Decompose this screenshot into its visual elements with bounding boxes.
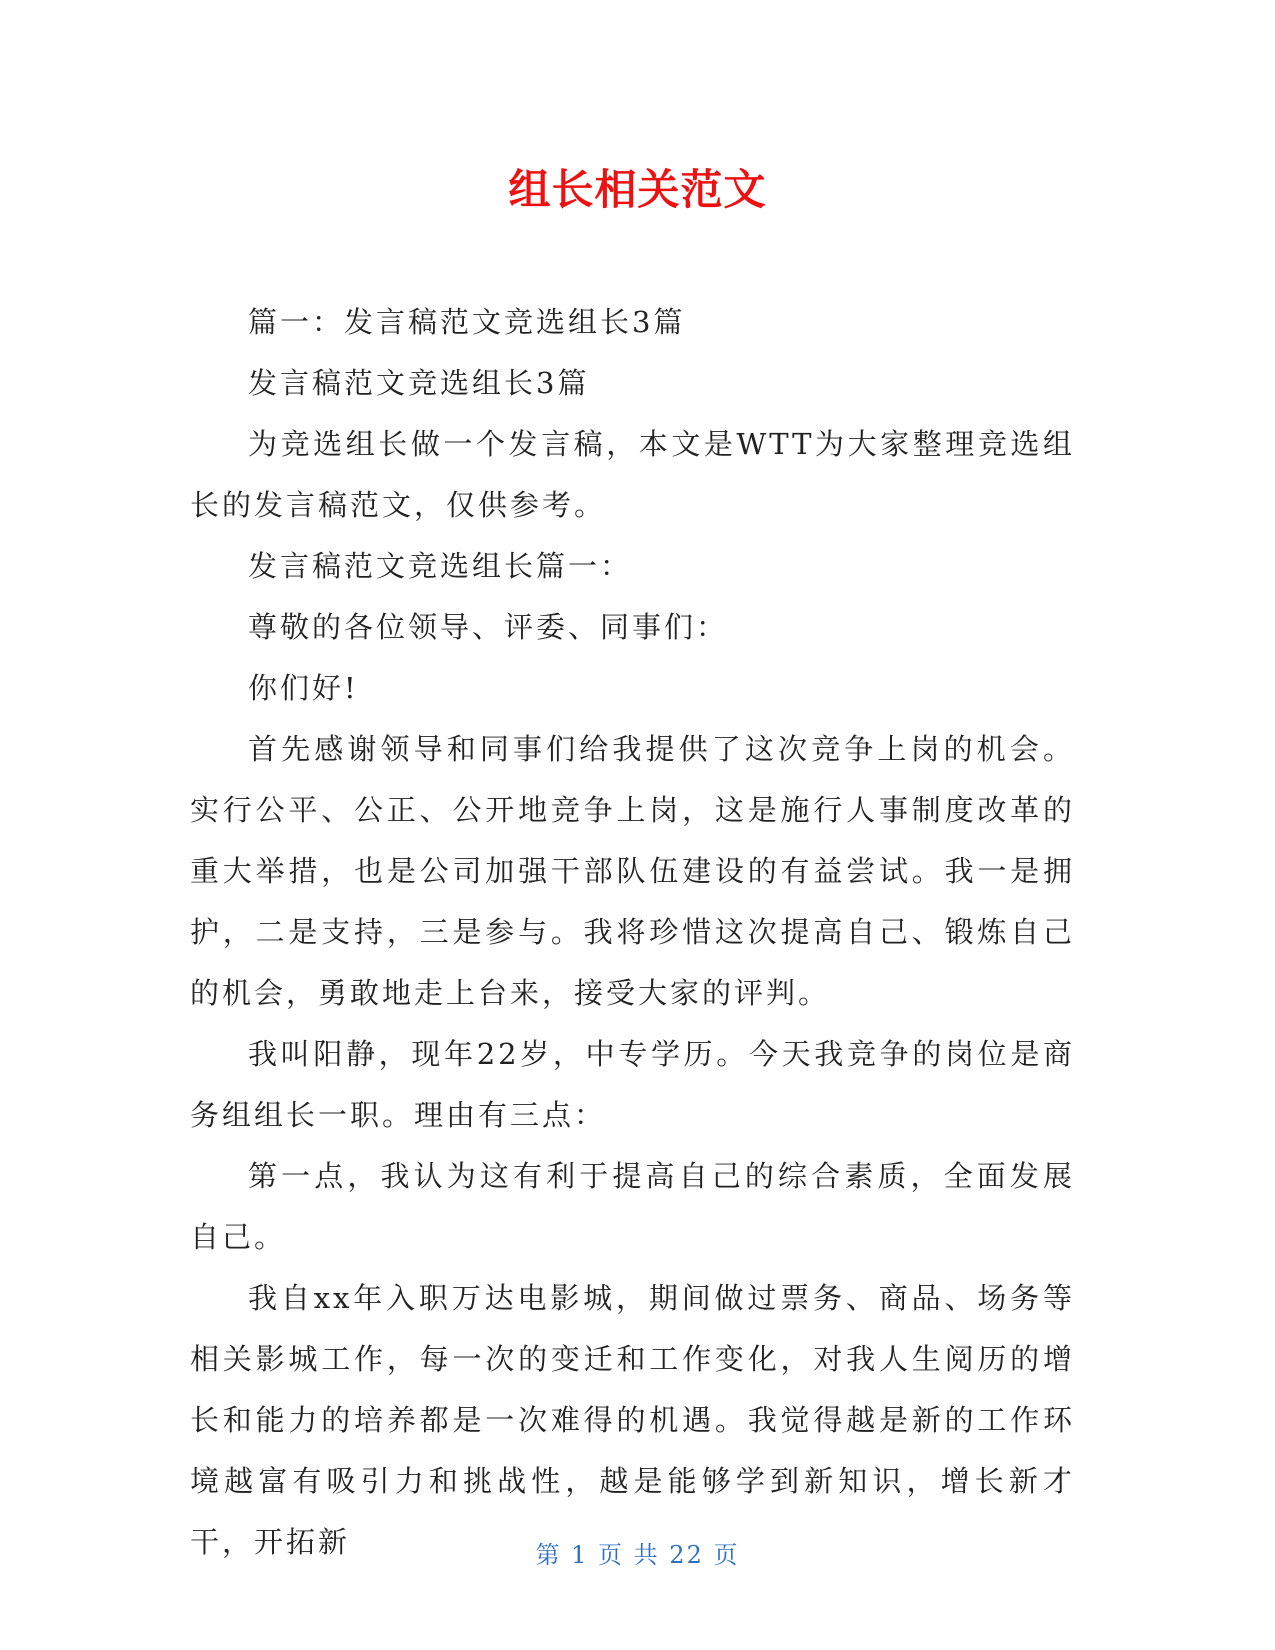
document-title: 组长相关范文 [508,165,767,214]
paragraph: 首先感谢领导和同事们给我提供了这次竞争上岗的机会。实行公平、公正、公开地竞争上岗，这是施行人事制度改革的重大举措，也是公司加强干部队伍建设的有益尝试。我一是拥护，二是支持，三是参与。我将珍惜这次提高自己、锻炼自己的机会，勇敢地走上台来，接受大家的评判。 [190,732,1075,1010]
paragraph: 为竞选组长做一个发言稿，本文是WTT为大家整理竞选组长的发言稿范文，仅供参考。 [190,427,1075,522]
paragraph: 发言稿范文竞选组长篇一： [248,549,633,583]
paragraph: 尊敬的各位领导、评委、同事们： [248,610,729,644]
paragraph: 你们好! [248,671,359,705]
paragraph: 第一点，我认为这有利于提高自己的综合素质，全面发展自己。 [190,1159,1075,1254]
paragraph: 篇一：发言稿范文竞选组长3篇 [248,305,686,339]
paragraph: 我叫阳静，现年22岁，中专学历。今天我竞争的岗位是商务组组长一职。理由有三点： [190,1037,1075,1132]
paragraph: 我自xx年入职万达电影城，期间做过票务、商品、场务等相关影城工作，每一次的变迁和工作变化，对我人生阅历的增长和能力的培养都是一次难得的机遇。我觉得越是新的工作环境越富有吸引力和挑战性，越是能够学到新知识，增长新才干，开拓新 [190,1281,1075,1559]
document-body [190,292,1075,1573]
paragraph: 发言稿范文竞选组长3篇 [248,366,590,400]
page-number-footer: 第 1 页 共 22 页 [535,1541,740,1569]
